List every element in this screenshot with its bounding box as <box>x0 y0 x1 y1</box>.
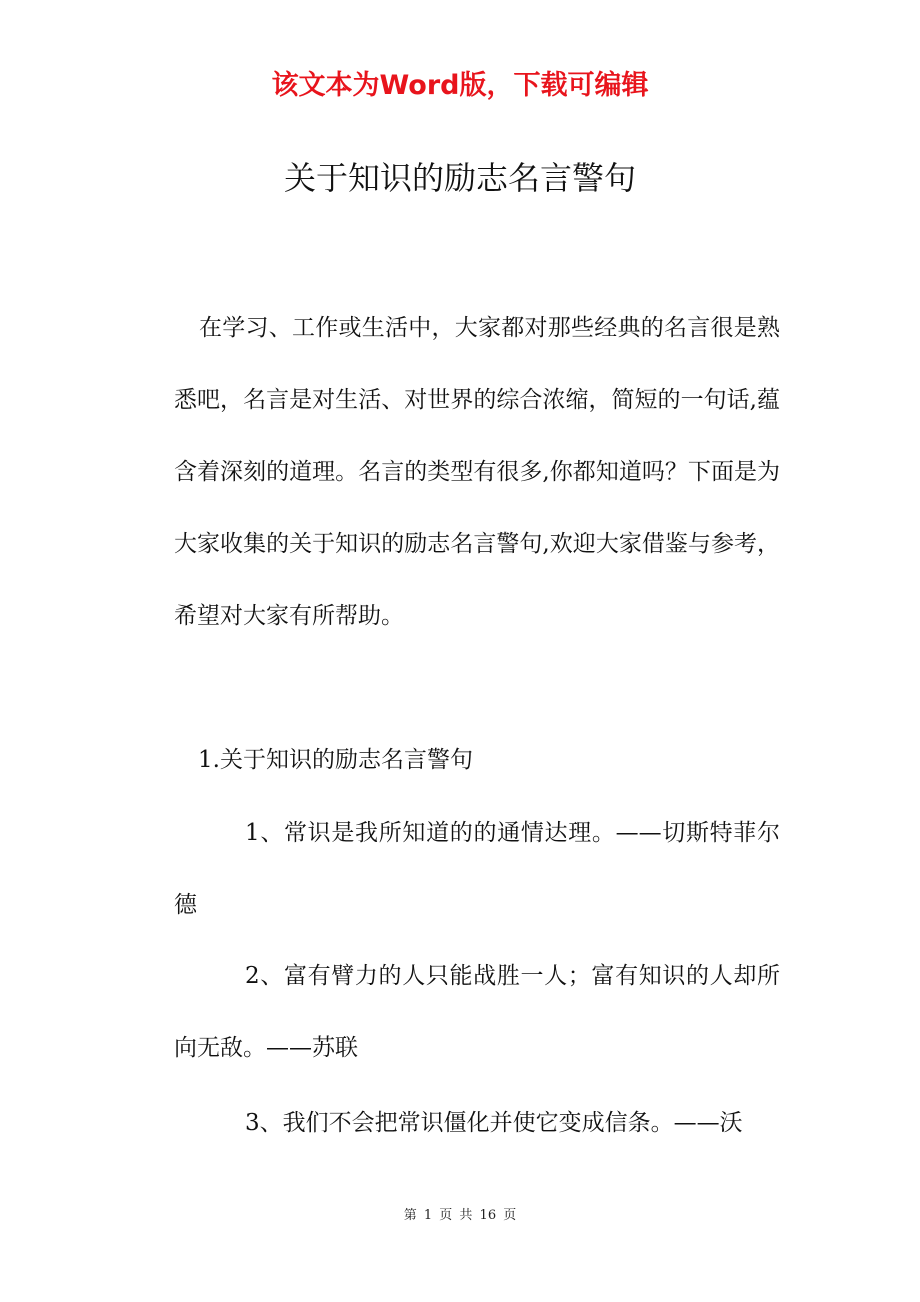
section-heading: 1.关于知识的励志名言警句 <box>198 747 473 773</box>
download-banner: 该文本为Word版，下载可编辑 <box>271 70 649 101</box>
quote-item: 2、富有臂力的人只能战胜一人；富有知识的人却所向无敌。——苏联 <box>174 963 780 1061</box>
page-title: 关于知识的励志名言警句 <box>283 159 636 197</box>
intro-paragraph: 在学习、工作或生活中，大家都对那些经典的名言很是熟悉吧，名言是对生活、对世界的综合浓缩，简短的一句话,蕴含着深刻的道理。名言的类型有很多,你都知道吗？下面是为大家收集的关于知识的励志名言警句,欢迎大家借鉴与参考，希望对大家有所帮助。 <box>174 315 780 629</box>
quote-item: 3、我们不会把常识僵化并使它变成信条。——沃 <box>245 1110 743 1136</box>
page-number: 第 1 页 共 16 页 <box>403 1208 517 1223</box>
quote-item: 1、常识是我所知道的的通情达理。——切斯特菲尔德 <box>174 820 780 918</box>
